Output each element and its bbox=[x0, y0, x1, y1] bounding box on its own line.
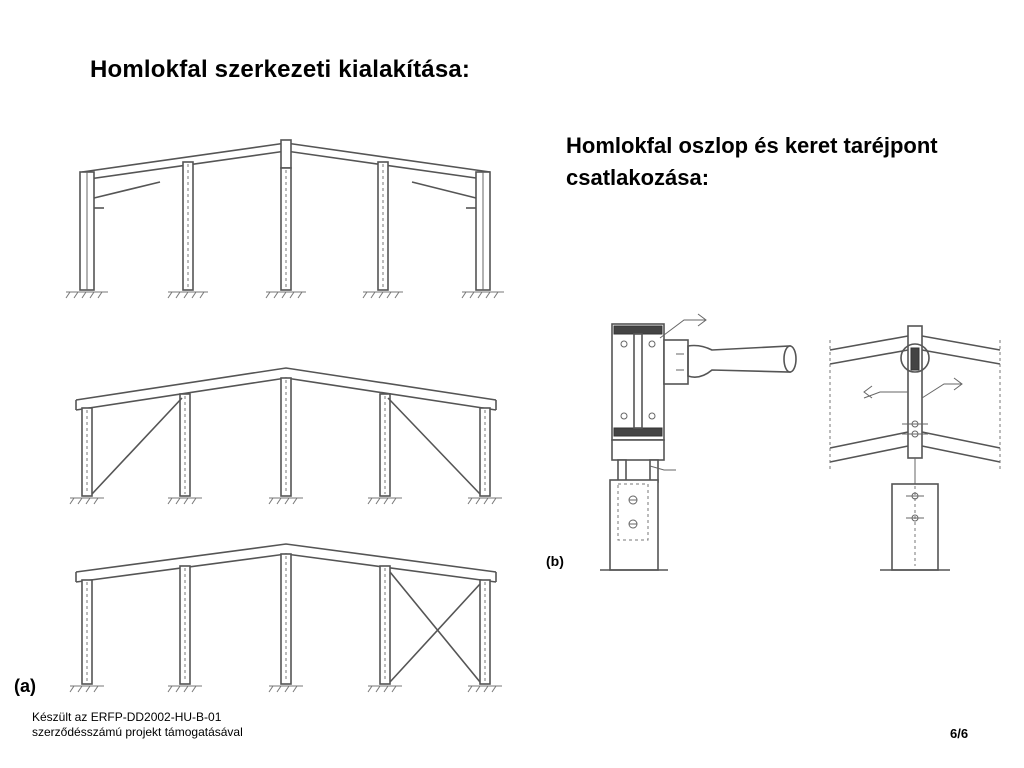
connection-detail-side bbox=[830, 326, 1000, 570]
subtitle-line-1: Homlokfal oszlop és keret taréjpont bbox=[566, 133, 938, 158]
footer-line-1: Készült az ERFP-DD2002-HU-B-01 bbox=[32, 710, 222, 724]
page-number: 6/6 bbox=[950, 726, 969, 741]
frame-1 bbox=[66, 140, 504, 298]
frame-3 bbox=[70, 544, 502, 692]
footer-credit bbox=[32, 710, 243, 740]
figure-label-a: (a) bbox=[14, 676, 36, 696]
connection-detail-front bbox=[600, 314, 796, 570]
frame-2 bbox=[70, 368, 502, 504]
page-title: Homlokfal szerkezeti kialakítása: bbox=[90, 56, 471, 83]
figure-label-b: (b) bbox=[546, 553, 564, 569]
subtitle-line-2: csatlakozása: bbox=[566, 165, 710, 190]
footer-line-2: szerződésszámú projekt támogatásával bbox=[32, 725, 243, 739]
